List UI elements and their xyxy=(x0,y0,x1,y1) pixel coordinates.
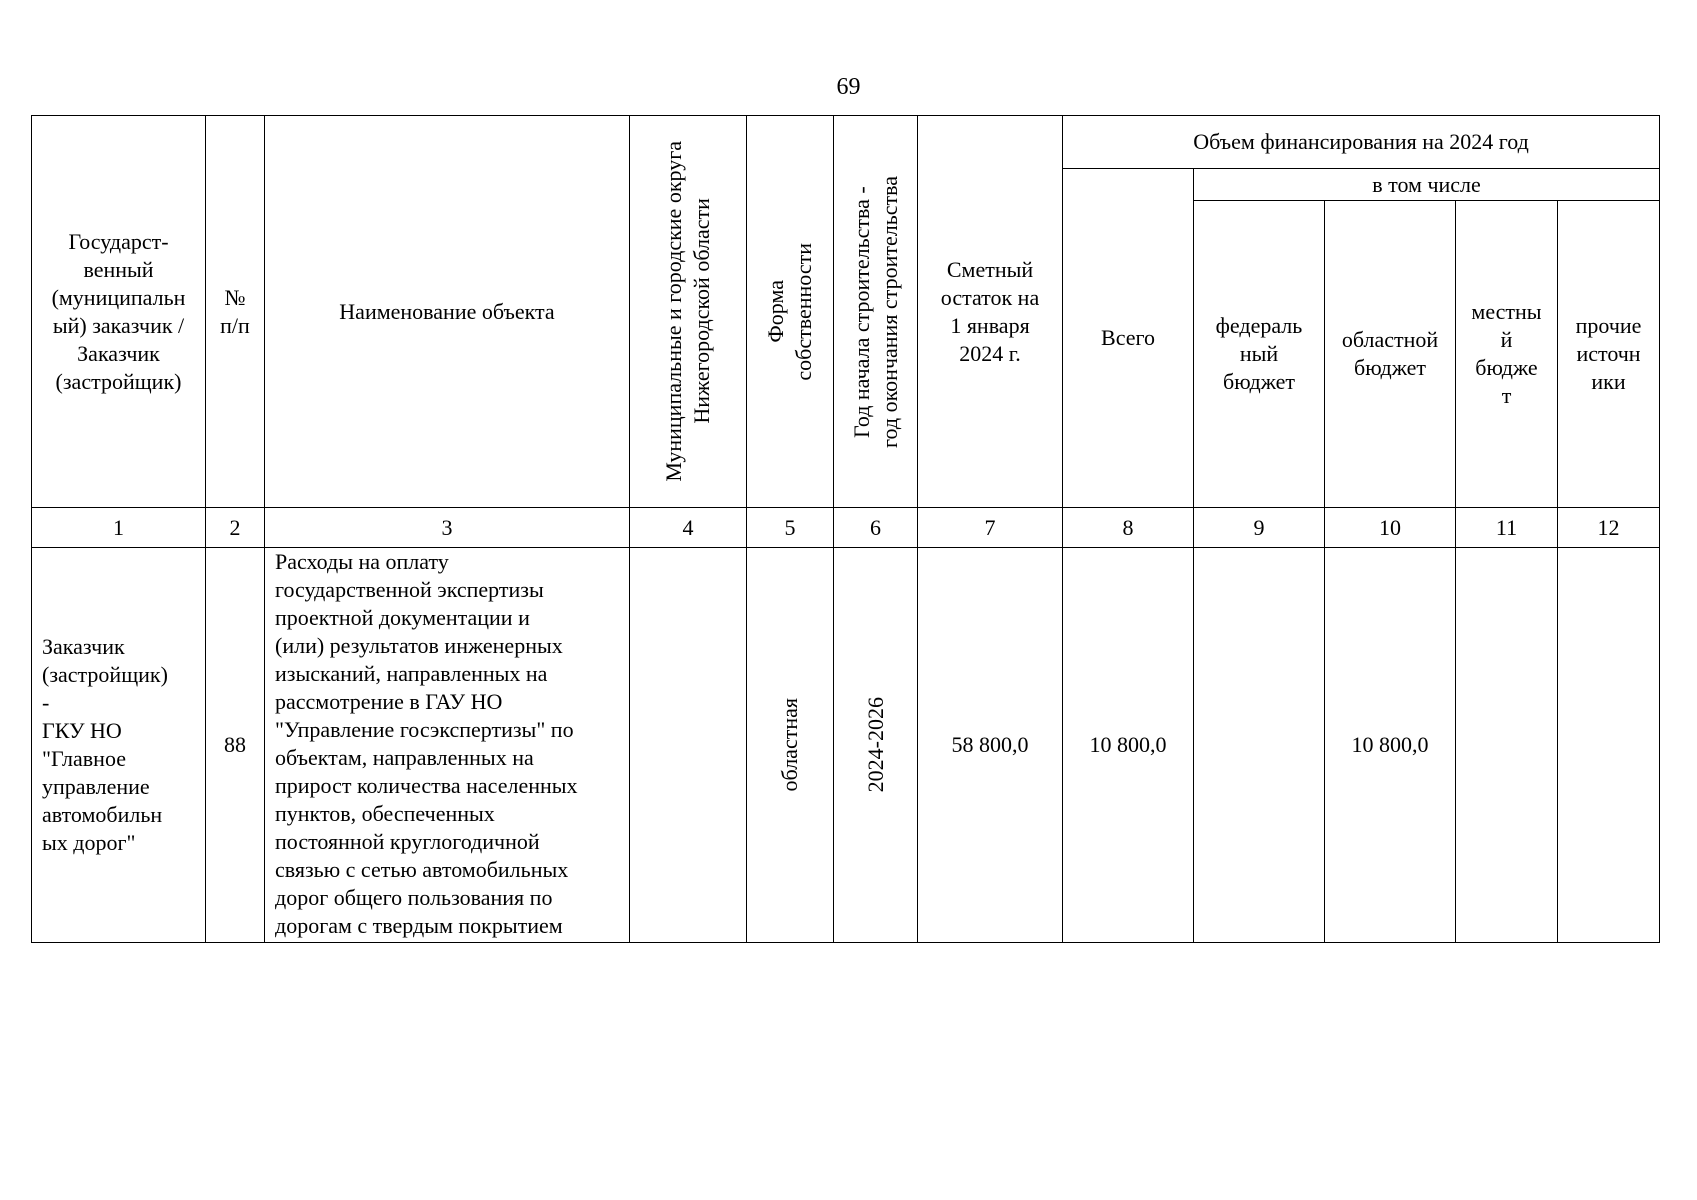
page-number: 69 xyxy=(836,74,861,100)
header-years-cell xyxy=(834,116,918,508)
row-local xyxy=(1456,548,1558,943)
header-estimate: Сметный остаток на 1 января 2024 г. xyxy=(918,116,1063,508)
header-ownership-cell xyxy=(747,116,834,508)
header-federal: федераль ный бюджет xyxy=(1194,201,1325,508)
header-customer: Государст- венный (муниципальн ый) заказчик / Заказчик (застройщик) xyxy=(32,116,206,508)
column-number: 5 xyxy=(747,508,834,548)
column-number: 8 xyxy=(1063,508,1194,548)
column-number: 2 xyxy=(206,508,265,548)
row-estimate: 58 800,0 xyxy=(918,548,1063,943)
column-number: 6 xyxy=(834,508,918,548)
row-years: 2024-2026 xyxy=(862,697,888,793)
row-federal xyxy=(1194,548,1325,943)
column-number: 1 xyxy=(32,508,206,548)
header-number: № п/п xyxy=(206,116,265,508)
row-number: 88 xyxy=(206,548,265,943)
row-regional: 10 800,0 xyxy=(1325,548,1456,943)
column-number-row xyxy=(32,508,1660,548)
row-other xyxy=(1558,548,1660,943)
header-regional: областной бюджет xyxy=(1325,201,1456,508)
row-ownership-cell xyxy=(747,548,834,943)
investment-program-table xyxy=(31,115,1660,943)
header-including: в том числе xyxy=(1194,169,1660,201)
row-ownership: областная xyxy=(777,698,802,792)
header-financing: Объем финансирования на 2024 год xyxy=(1063,116,1660,169)
column-number: 7 xyxy=(918,508,1063,548)
header-ownership: Форма собственности xyxy=(763,242,816,381)
row-object-name: Расходы на оплату государственной экспертизы проектной документации и (или) результатов инженерных изысканий, направленных на рассмотрение в ГАУ НО "Управление госэкспертизы" по объектам, направленных на прирост количества населенных пунктов, обеспеченных постоянной круглогодичной связью с сетью автомобильных дорог общего пользования по дорогам с твердым покрытием xyxy=(265,548,630,943)
column-number: 9 xyxy=(1194,508,1325,548)
column-number: 11 xyxy=(1456,508,1558,548)
row-municipal xyxy=(630,548,747,943)
header-municipal-cell xyxy=(630,116,747,508)
column-number: 12 xyxy=(1558,508,1660,548)
header-object-name: Наименование объекта xyxy=(265,116,630,508)
column-number: 10 xyxy=(1325,508,1456,548)
table-row xyxy=(32,548,1660,943)
row-total: 10 800,0 xyxy=(1063,548,1194,943)
row-customer: Заказчик (застройщик) - ГКУ НО "Главное управление автомобильн ых дорог" xyxy=(32,548,206,943)
column-number: 4 xyxy=(630,508,747,548)
row-years-cell xyxy=(834,548,918,943)
header-total: Всего xyxy=(1063,169,1194,508)
header-years: Год начала строительства - год окончания строительства xyxy=(848,175,902,448)
header-local: местны й бюдже т xyxy=(1456,201,1558,508)
header-municipal: Муниципальные и городские округа Нижегородской области xyxy=(661,141,714,482)
header-other: прочие источн ики xyxy=(1558,201,1660,508)
column-number: 3 xyxy=(265,508,630,548)
